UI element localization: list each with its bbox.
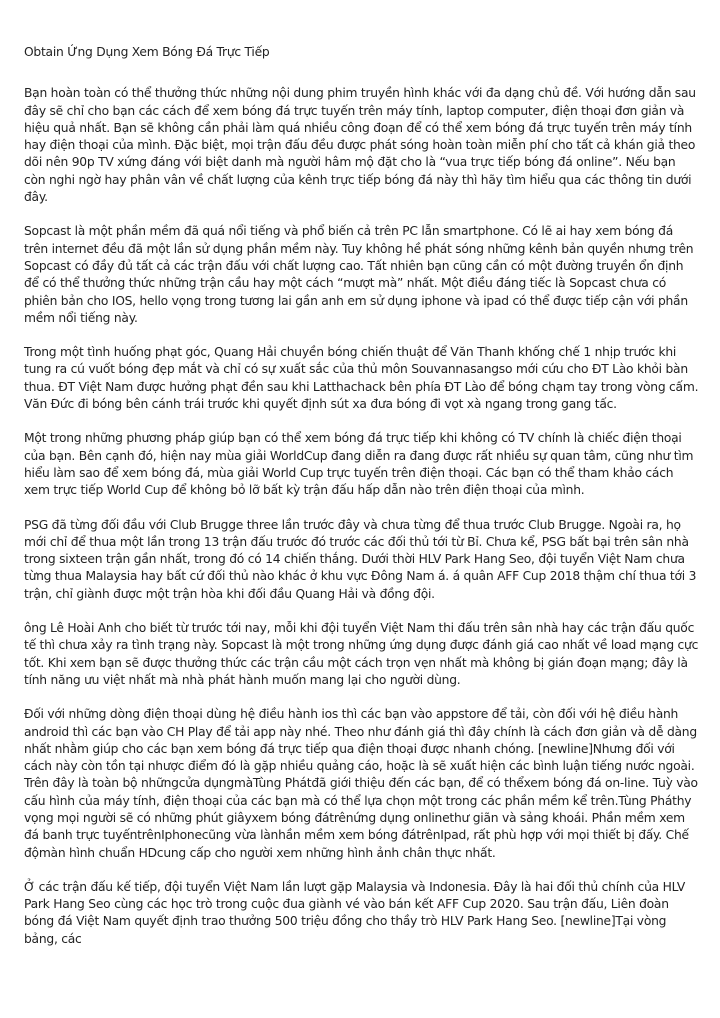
paragraph-4: Một trong những phương pháp giúp bạn có thể xem bóng đá trực tiếp khi không có TV chính là chiếc điện thoại của bạn. Bên cạnh đó, hiện nay mùa giải WorldCup đang diễn ra đang được rất nhiều sự quan tâm, cũng như tìm hiểu làm sao để xem bóng đá, mùa giải World Cup trực tuyến trên điện thoại. Các bạn có thể tham khảo cách xem trực tiếp World Cup để không bỏ lỡ bất kỳ trận đấu hấp dẫn nào trên điện thoại của mình. [24,431,694,498]
paragraph-6: ông Lê Hoài Anh cho biết từ trước tới nay, mỗi khi đội tuyển Việt Nam thi đấu trên sân nhà hay các trận đấu quốc tế thì chưa xảy ra tình trạng này. Sopcast là một trong những ứng dụng được đánh giá cao nhất về load mạng cực tốt. Khi xem bạn sẽ được thưởng thức các trận cầu một cách trọn vẹn nhất mà không bị gián đoạn mạng; đây là tính năng ưu việt nhất mà nhà phát hành muốn mang lại cho người dùng. [24,621,699,687]
document-title: Obtain Ứng Dụng Xem Bóng Đá Trực Tiếp [24,45,270,59]
paragraph-5: PSG đã từng đối đầu với Club Brugge three lần trước đây và chưa từng để thua trước Club Brugge. Ngoài ra, họ mới chỉ để thua một lần trong 13 trận đấu trước đó trước các đối thủ tới từ Bỉ. Chưa kể, PSG bất bại trên sân nhà trong sixteen trận gần nhất, trong đó có 14 chiến thắng. Dưới thời HLV Park Hang Seo, đội tuyển Việt Nam chưa từng thua Malaysia hay bất cứ đối thủ nào khác ở khu vực Đông Nam á. á quân AFF Cup 2018 thậm chí thua tới 3 trận, chỉ giành được một trận hòa khi đối đầu Quang Hải và đồng đội. [24,517,697,601]
paragraph-7: Đối với những dòng điện thoại dùng hệ điều hành ios thì các bạn vào appstore để tải, còn đối với hệ điều hành android thì các bạn vào CH Play để tải app này nhé. Theo như đánh giá thì đây chính là cách đơn giản và dễ dàng nhất nhằm giúp cho các bạn xem bóng đá trực tiếp qua điện thoại được nhanh chóng. [newline]Nhưng đối với cách này còn tồn tại nhược điểm đó là gặp nhiều quảng cáo, hoặc là sẽ xuất hiện các bình luận tiếng nước ngoài. Trên đây là toàn bộ nhữngcửa dụngmàTùng Phátđã giới thiệu đến các bạn, để có thểxem bóng đá on-line. Tuỳ vào cấu hình của máy tính, điện thoại của các bạn mà có thể lựa chọn một trong các phần mềm kể trên.Tùng Pháthy vọng mọi người sẽ có những phút giâyxem bóng đátrênứng dụng onlinethư giãn và sảng khoái. Phần mềm xem đá banh trực tuyếntrênIphonecũng vừa lànhần mềm xem bóng đátrênIpad, rất phù hợp với mọi thiết bị đấy. Chế độmàn hình chuẩn HDcung cấp cho người xem những hình ảnh chân thực nhất. [24,707,698,860]
paragraph-8: Ở các trận đấu kế tiếp, đội tuyển Việt Nam lần lượt gặp Malaysia và Indonesia. Đây là hai đối thủ chính của HLV Park Hang Seo cùng các học trò trong cuộc đua giành vé vào bán kết AFF Cup 2020. Sau trận đấu, Liên đoàn bóng đá Việt Nam quyết định trao thưởng 500 triệu đồng cho thầy trò HLV Park Hang Seo. [newline]Tại vòng bảng, các [24,879,686,946]
paragraph-2: Sopcast là một phần mềm đã quá nổi tiếng và phổ biến cả trên PC lẫn smartphone. Có lẽ ai hay xem bóng đá trên internet đều đã một lần sử dụng phần mềm này. Tuy không hề phát sóng những kênh bản quyền nhưng trên Sopcast có đầy đủ tất cả các trận đấu với chất lượng cao. Tất nhiên bạn cũng cần có một đường truyền ổn định để có thể thưởng thức những trận cầu hay một cách “mượt mà” nhất. Một điều đáng tiếc là Sopcast chưa có phiên bản cho IOS, hello vọng trong tương lai gần anh em sử dụng iphone và ipad có thể được tiếp cận với phần mềm nổi tiếng này. [24,224,694,325]
paragraph-1: Bạn hoàn toàn có thể thưởng thức những nội dung phim truyền hình khác với đa dạng chủ đề. Với hướng dẫn sau đây sẽ chỉ cho bạn các cách để xem bóng đá trực tuyến trên máy tính, laptop computer, điện thoại đơn giản và hiệu quả nhất. Bạn sẽ không cần phải làm quá nhiều công đoạn để có thể xem bóng đá trực tuyến trên máy tính hay điện thoại của mình. Đặc biệt, mọi trận đấu đều được phát sóng hoàn toàn miễn phí cho tất cả khán giả theo dõi nên 90p TV xứng đáng với biệt danh mà người hâm mộ đặt cho là “vua trực tiếp bóng đá online”. Nếu bạn còn nghi ngờ hay phân vân về chất lượng của kênh trực tiếp bóng đá này thì hãy tìm hiểu qua các thông tin dưới đây. [24,86,696,205]
paragraph-3: Trong một tình huống phạt góc, Quang Hải chuyền bóng chiến thuật để Văn Thanh khống chế 1 nhịp trước khi tung ra cú vuốt bóng đẹp mắt và chỉ có sự xuất sắc của thủ môn Souvannasangso mới cứu cho ĐT Lào khỏi bàn thua. ĐT Việt Nam được hưởng phạt đền sau khi Latthachack bên phía ĐT Lào để bóng chạm tay trong vòng cấm. Văn Đức đi bóng bên cánh trái trước khi quyết định sút xa đưa bóng đi vọt xà ngang trong gang tấc. [24,345,699,412]
